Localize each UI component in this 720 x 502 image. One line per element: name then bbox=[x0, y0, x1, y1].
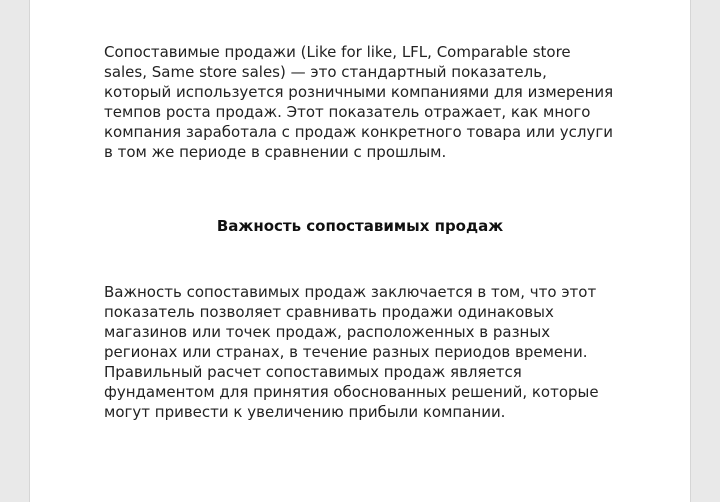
intro-paragraph bbox=[104, 42, 624, 162]
text-line: показатель позволяет сравнивать продажи одинаковых bbox=[104, 303, 554, 321]
text-line: фундаментом для принятия обоснованных решений, которые bbox=[104, 383, 599, 401]
text-line: sales, Same store sales) — это стандартный показатель, bbox=[104, 63, 547, 81]
text-line: темпов роста продаж. Этот показатель отражает, как много bbox=[104, 103, 591, 121]
text-line: могут привести к увеличению прибыли компании. bbox=[104, 403, 506, 421]
text-line: Правильный расчет сопоставимых продаж является bbox=[104, 363, 522, 381]
importance-paragraph bbox=[104, 282, 624, 422]
text-line: который используется розничными компаниями для измерения bbox=[104, 83, 614, 101]
document-page bbox=[30, 0, 690, 502]
text-line: магазинов или точек продаж, расположенных в разных bbox=[104, 323, 551, 341]
text-line: регионах или странах, в течение разных периодов времени. bbox=[104, 343, 588, 361]
section-heading: Важность сопоставимых продаж bbox=[216, 217, 504, 235]
text-line: Важность сопоставимых продаж заключается в том, что этот bbox=[104, 283, 597, 301]
text-line: в том же периоде в сравнении с прошлым. bbox=[104, 143, 447, 161]
text-line: Сопоставимые продажи (Like for like, LFL, Comparable store bbox=[104, 43, 571, 61]
text-line: компания заработала с продаж конкретного товара или услуги bbox=[104, 123, 613, 141]
